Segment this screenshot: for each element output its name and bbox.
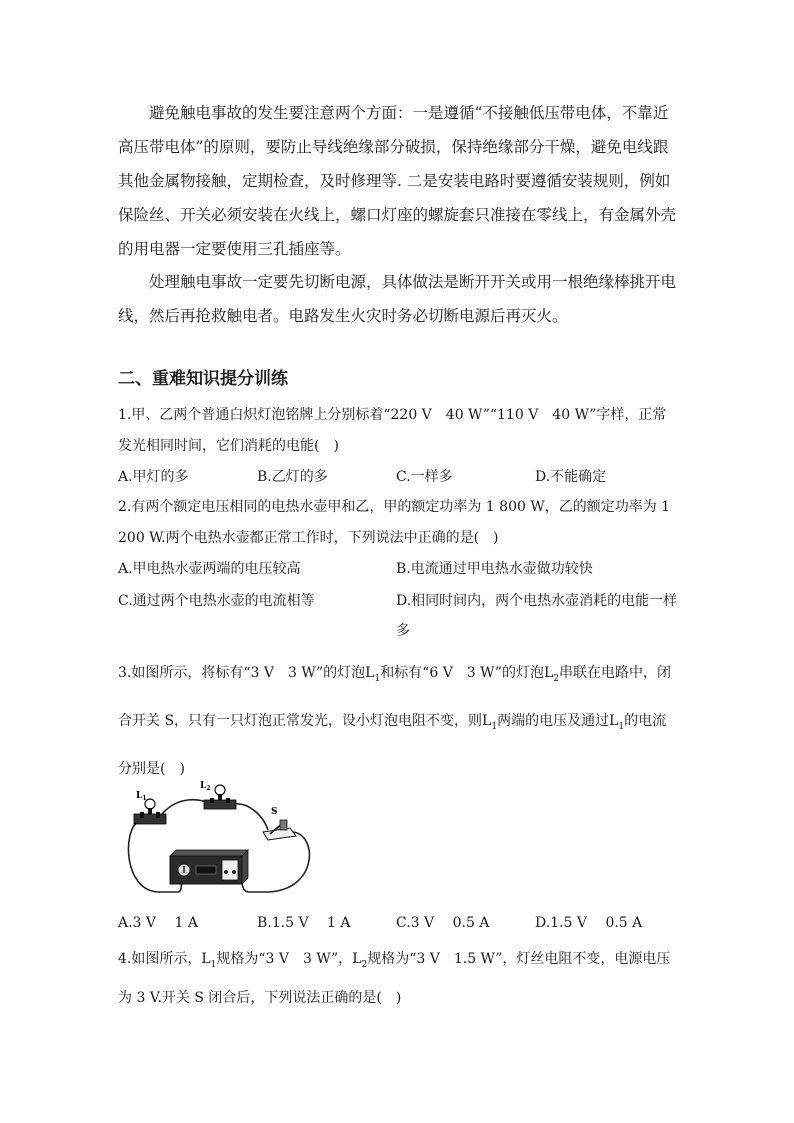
q1-option-a: A.甲灯的多 [118, 469, 189, 485]
question-3-stem: 3.如图所示，将标有“3 V 3 W”的灯泡$L_1$和标有“6 V 3 W”的灯泡$L_2$串联在电路中，闭合开关 S，只有一只灯泡正常发光，设小灯泡电阻不变，则$L_1$两端的电压及通过$L_1$的电流分别是( ) [118, 665, 672, 777]
question-2-options-row2 [118, 586, 678, 646]
q1-option-d: D.不能确定 [535, 469, 607, 485]
q1-option-b: B.乙灯的多 [257, 469, 328, 485]
q3-option-d: D.1.5 V 0.5 A [535, 915, 643, 931]
q2-option-a: A.甲电热水壶两端的电压较高 [118, 561, 301, 577]
q3-option-a: A.3 V 1 A [118, 915, 198, 931]
wire-top-right [234, 804, 268, 830]
q3-option-c: C.3 V 0.5 A [396, 915, 490, 931]
q2-option-d: D.相同时间内，两个电热水壶消耗的电能一样多 [396, 593, 678, 639]
label-l2: $L_2$ [200, 781, 211, 792]
q1-option-c: C.一样多 [396, 469, 453, 485]
question-1-options [118, 462, 678, 492]
question-3-options [118, 908, 678, 938]
label-l1: $L_1$ [136, 791, 147, 802]
wire-right [242, 832, 309, 892]
circuit-figure [118, 780, 328, 900]
paragraph-handling-accident: 处理触电事故一定要先切断电源，具体做法是断开开关或用一根绝缘棒挑开电线，然后再抢救触电者。电路发生火灾时务必切断电源后再灭火。 [118, 273, 677, 325]
q3-option-b: B.1.5 V 1 A [257, 915, 351, 931]
paragraph-safety-rules: 避免触电事故的发生要注意两个方面：一是遵循“不接触低压带电体，不靠近高压带电体”的原则，要防止导线绝缘部分破损，保持绝缘部分干燥，避免电线跟其他金属物接触，定期检查，及时修理等. 二是安装电路时要遵循安装规则，例如保险丝、开关必须安装在火线上，螺口灯座的螺旋套只准接在零线上，有金属外壳的用电器一定要使用三孔插座等。 [118, 104, 677, 258]
question-4-stem: 4.如图所示，$L_1$规格为“3 V 3 W”，$L_2$规格为“3 V 1.5 W”，灯丝电阻不变，电源电压为 3 V.开关 S 闭合后，下列说法正确的是( ) [118, 951, 671, 1006]
q2-option-c: C.通过两个电热水壶的电流相等 [118, 593, 315, 609]
question-2-stem: 2.有两个额定电压相同的电热水壶甲和乙，甲的额定功率为 1 800 W，乙的额定功率为 1 200 W.两个电热水壶都正常工作时，下列说法中正确的是( ) [118, 499, 671, 546]
section-title: 二、重难知识提分训练 [118, 369, 288, 389]
lamp-l1 [134, 799, 166, 824]
label-switch: S [271, 807, 278, 817]
question-1-stem: 1.甲、乙两个普通白炽灯泡铭牌上分别标着“220 V 40 W”“110 V 40 W”字样，正常发光相同时间，它们消耗的电能( ) [118, 407, 667, 454]
question-2-options-row1 [118, 554, 678, 584]
power-supply [170, 850, 248, 884]
q2-option-b: B.电流通过甲电热水壶做功较快 [396, 561, 593, 577]
